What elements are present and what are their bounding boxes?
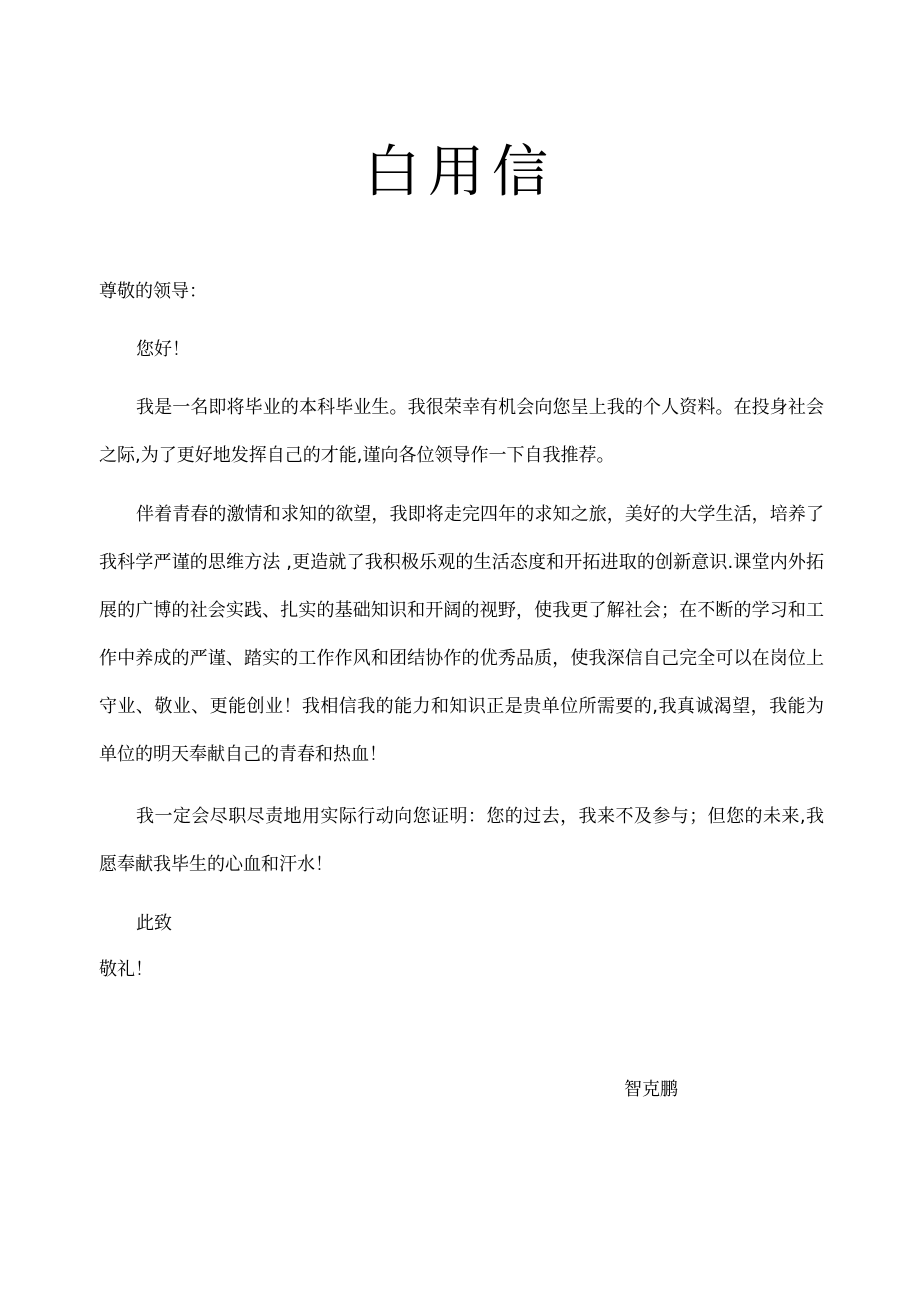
paragraph-experience: 伴着青春的激情和求知的欲望，我即将走完四年的求知之旅，美好的大学生活，培养了我科学严谨的思维方法 ,更造就了我积极乐观的生活态度和开拓进取的创新意识.课堂内外拓展的广博的社会实践、扎实的基础知识和开阔的视野，使我更了解社会；在不断的学习和工作中养成的严谨、踏实的工作作风和团结协作的优秀品质，使我深信自己完全可以在岗位上守业、敬业、更能创业！我相信我的能力和知识正是贵单位所需要的,我真诚渴望，我能为单位的明天奉献自己的青春和热血！ — [99, 504, 824, 765]
paragraph-commitment: 我一定会尽职尽责地用实际行动向您证明：您的过去，我来不及参与；但您的未来,我愿奉献我毕生的心血和汗水！ — [99, 806, 824, 875]
salutation: 尊敬的领导： — [99, 281, 207, 302]
letter-title: 白用信 — [364, 140, 556, 205]
closing-line-2: 敬礼！ — [99, 959, 153, 980]
paragraph-intro: 我是一名即将毕业的本科毕业生。我很荣幸有机会向您呈上我的个人资料。在投身社会之际,为了更好地发挥自己的才能,谨向各位领导作一下自我推荐。 — [99, 397, 824, 466]
greeting: 您好！ — [136, 339, 190, 360]
closing-line-1: 此致 — [136, 913, 172, 934]
signature-name: 智克鹏 — [624, 1079, 678, 1100]
